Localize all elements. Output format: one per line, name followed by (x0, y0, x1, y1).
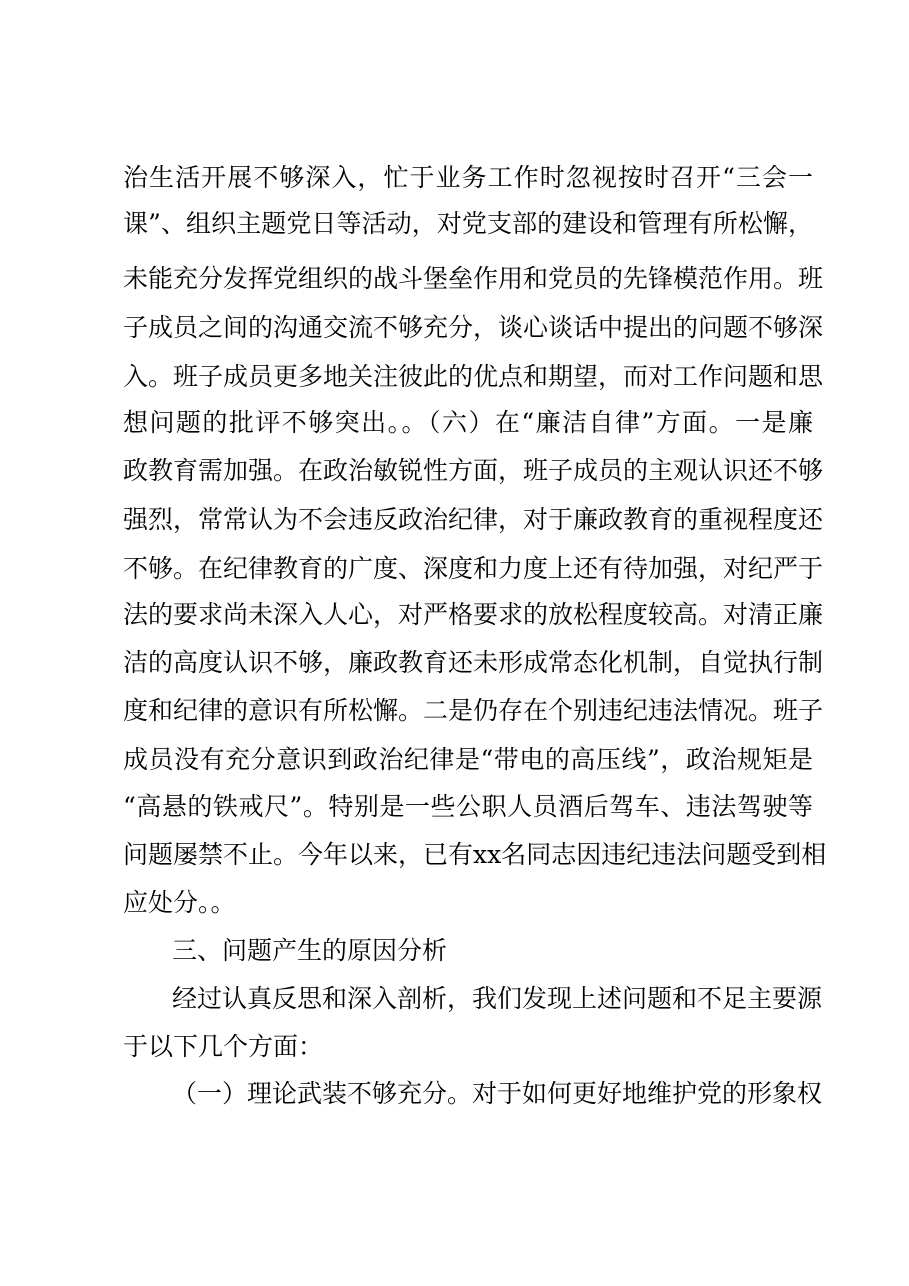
paragraph-line (172, 1074, 823, 1114)
paragraph-line: 于以下几个方面： (123, 1032, 324, 1061)
paragraph-line: 不够。在纪律教育的广度、深度和力度上还有待加强，对纪严于 (123, 554, 824, 583)
paragraph-line: 想问题的批评不够突出。。（六）在“廉洁自律”方面。一是廉 (123, 408, 813, 437)
paragraph-line: 未能充分发挥党组织的战斗堡垒作用和党员的先锋模范作用。班 (123, 264, 824, 293)
paragraph-line: 经过认真反思和深入剖析，我们发现上述问题和不足主要源 (172, 984, 823, 1013)
paragraph-line: 强烈，常常认为不会违反政治纪律，对于廉政教育的重视程度还 (123, 505, 824, 534)
paragraph-line: 政教育需加强。在政治敏锐性方面，班子成员的主观认识还不够 (123, 456, 824, 485)
section-heading: 三、问题产生的原因分析 (172, 936, 448, 965)
subsection-lead: （一）理论武装不够充分。 (172, 1079, 473, 1108)
paragraph-line: 课”、组织主题党日等活动，对党支部的建设和管理有所松懈， (123, 209, 813, 238)
paragraph-line: 度和纪律的意识有所松懈。二是仍存在个别违纪违法情况。班子 (123, 696, 824, 725)
paragraph-line: 治生活开展不够深入，忙于业务工作时忽视按时召开“三会一 (123, 163, 813, 192)
paragraph-line: 洁的高度认识不够，廉政教育还未形成常态化机制，自觉执行制 (123, 648, 824, 677)
subsection-text: 对于如何更好地维护党的形象权 (472, 1079, 823, 1108)
paragraph-line: 问题屡禁不止。今年以来，已有xx名同志因违纪违法问题受到相 (123, 840, 827, 869)
paragraph-line: “高悬的铁戒尺”。特别是一些公职人员酒后驾车、违法驾驶等 (123, 792, 813, 821)
paragraph-line: 法的要求尚未深入人心，对严格要求的放松程度较高。对清正廉 (123, 600, 824, 629)
paragraph-line: 应处分。。 (123, 888, 236, 917)
paragraph-line: 入。班子成员更多地关注彼此的优点和期望，而对工作问题和思 (123, 362, 824, 391)
paragraph-line: 子成员之间的沟通交流不够充分，谈心谈话中提出的问题不够深 (123, 313, 824, 342)
paragraph-line: 成员没有充分意识到政治纪律是“带电的高压线”，政治规矩是 (123, 745, 813, 774)
